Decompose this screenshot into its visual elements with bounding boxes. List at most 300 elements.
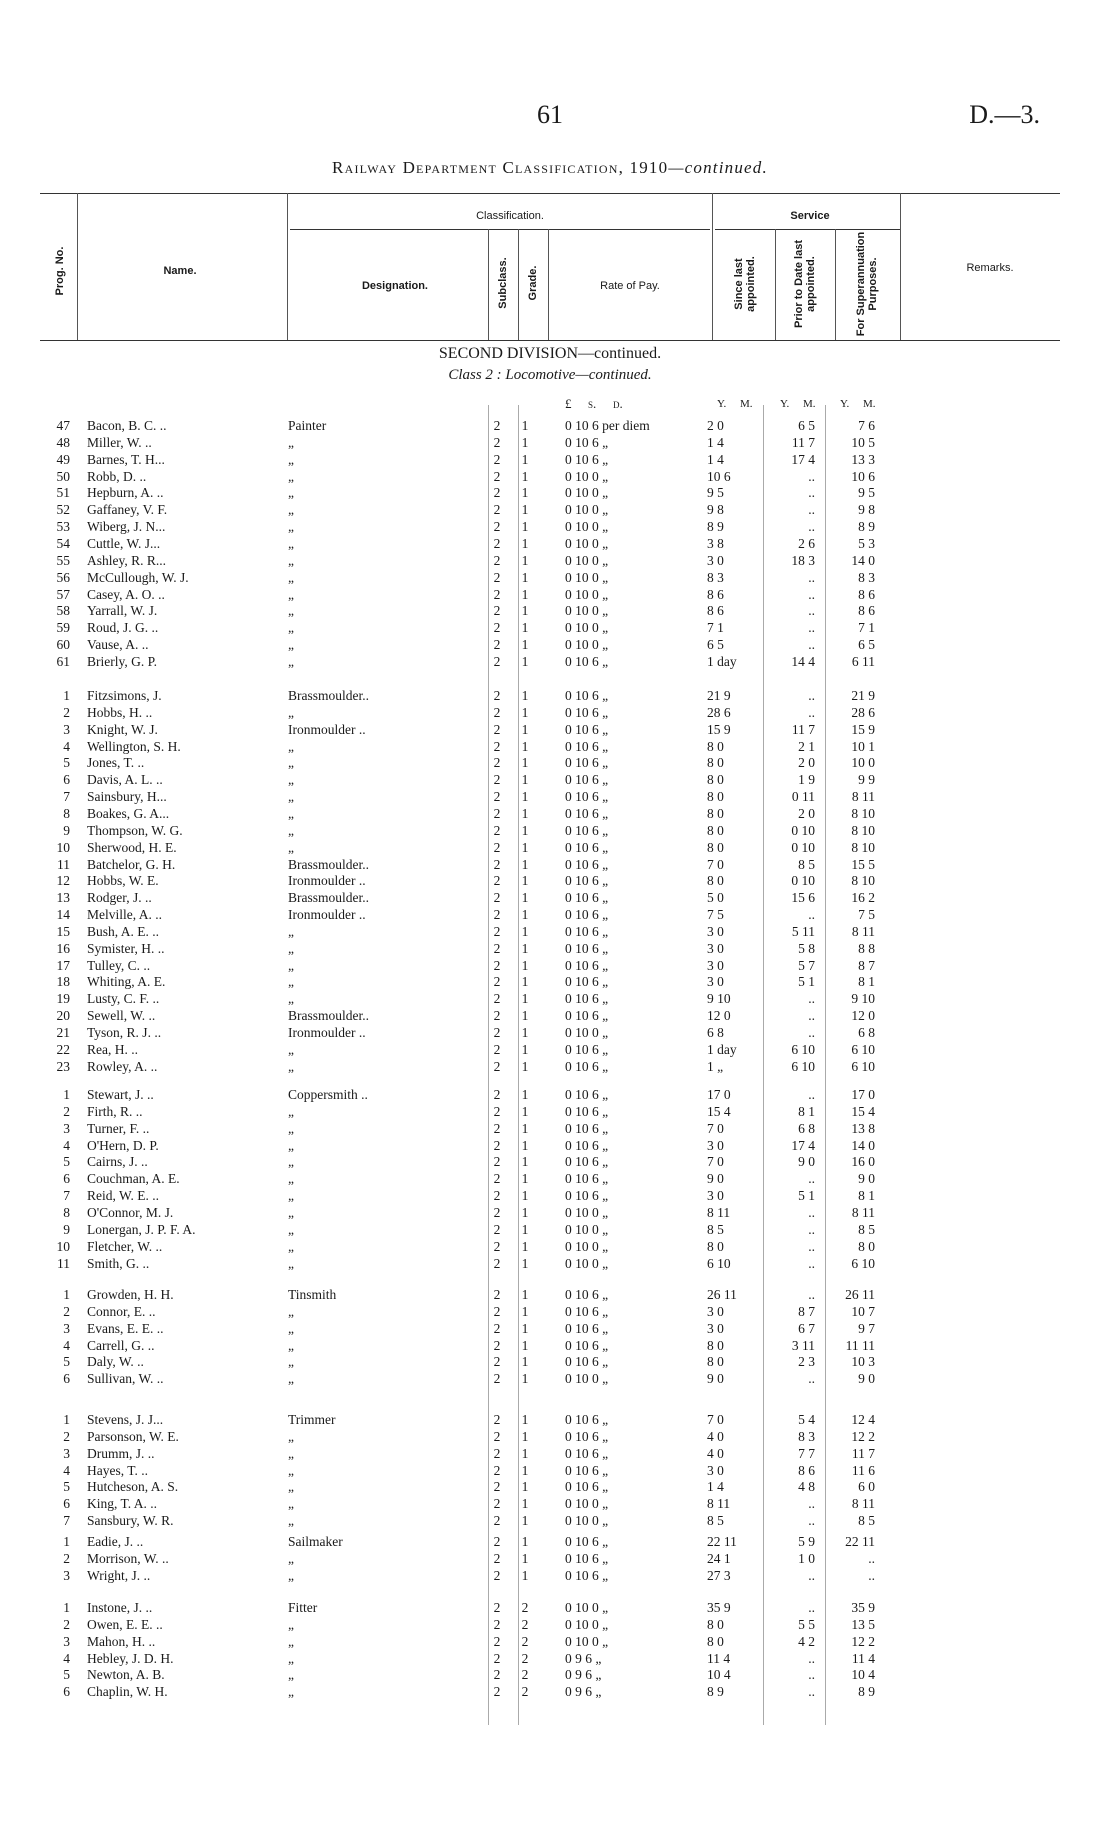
grade: 2: [521, 1667, 529, 1683]
grade: 2: [521, 1600, 529, 1615]
grade: 2: [521, 1650, 529, 1666]
designation: Ironmoulder ..: [288, 873, 366, 889]
rate-of-pay: 0 10 6 „: [565, 1550, 609, 1566]
employee-name: Boakes, G. A...: [87, 805, 170, 821]
service-since-last: 7 0: [707, 1412, 724, 1427]
service-since-last: 22 11: [707, 1534, 737, 1549]
employee-name: Batchelor, G. H.: [87, 856, 176, 872]
service-superannuation: 12 2: [851, 1428, 875, 1444]
designation: Brassmoulder..: [288, 688, 369, 703]
grade: 1: [521, 1445, 529, 1461]
prog-no: 61: [56, 653, 70, 669]
service-superannuation: 6 10: [851, 1255, 875, 1271]
designation: „: [288, 957, 294, 973]
subclass: 2: [493, 418, 501, 433]
grade: 2: [521, 1684, 529, 1700]
employee-name: Ashley, R. R...: [87, 552, 167, 568]
table-row: [0, 1600, 1114, 1617]
subclass: 2: [493, 1171, 501, 1187]
service-prior: 2 0: [798, 805, 815, 821]
grade: 1: [521, 1320, 529, 1336]
employee-name: Smith, G. ..: [87, 1255, 150, 1271]
table-row: [0, 1154, 1114, 1171]
rate-of-pay: 0 10 6 „: [565, 890, 609, 906]
grade: 1: [521, 1137, 529, 1153]
rate-of-pay: 0 10 0 „: [565, 1600, 609, 1615]
grade: 1: [521, 1154, 529, 1170]
service-prior: ..: [808, 1204, 815, 1220]
grade: 1: [521, 1337, 529, 1353]
employee-name: McCullough, W. J.: [87, 569, 189, 585]
subclass: 2: [493, 1087, 501, 1102]
grade: 1: [521, 1479, 529, 1495]
service-superannuation: 8 5: [858, 1513, 875, 1529]
service-superannuation: 14 0: [851, 552, 875, 568]
subclass: 2: [493, 1667, 501, 1683]
table-row: [0, 1354, 1114, 1371]
rate-of-pay: 0 10 0 „: [565, 1633, 609, 1649]
service-prior: ..: [808, 1567, 815, 1583]
designation: „: [288, 1320, 294, 1336]
table-row: [0, 485, 1114, 502]
prog-no: 2: [63, 1103, 70, 1119]
prog-no: 6: [63, 772, 70, 788]
employee-name: Sullivan, W. ..: [87, 1371, 164, 1387]
table-row: [0, 890, 1114, 907]
table-row: [0, 1121, 1114, 1138]
service-prior: 6 5: [798, 418, 815, 433]
service-superannuation: 10 7: [851, 1303, 875, 1319]
designation: „: [288, 704, 294, 720]
rate-of-pay: 0 10 6 „: [565, 907, 609, 923]
table-row: [0, 705, 1114, 722]
table-row: [0, 1171, 1114, 1188]
grade: 1: [521, 940, 529, 956]
designation: „: [288, 974, 294, 990]
grade: 1: [521, 1171, 529, 1187]
service-prior: ..: [808, 569, 815, 585]
designation: Sailmaker: [288, 1534, 343, 1549]
designation: Coppersmith ..: [288, 1087, 368, 1102]
table-row: [0, 570, 1114, 587]
employee-name: Knight, W. J.: [87, 721, 158, 737]
service-prior: ..: [808, 1171, 815, 1187]
service-prior: ..: [808, 1238, 815, 1254]
service-superannuation: 35 9: [851, 1600, 875, 1615]
employee-name: Thompson, W. G.: [87, 822, 183, 838]
table-row: [0, 1463, 1114, 1480]
service-since-last: 8 0: [707, 738, 724, 754]
employee-name: Wiberg, J. N...: [87, 519, 166, 535]
service-superannuation: 11 11: [845, 1337, 875, 1353]
rate-of-pay: 0 10 6 „: [565, 1154, 609, 1170]
rate-of-pay: 0 10 6 „: [565, 822, 609, 838]
service-since-last: 8 9: [707, 519, 724, 535]
service-since-last: 6 8: [707, 1025, 724, 1040]
header-bottom-rule: [40, 340, 1060, 341]
table-row: [0, 1617, 1114, 1634]
table-row: [0, 1551, 1114, 1568]
rate-of-pay: 0 10 6 „: [565, 1462, 609, 1478]
designation: „: [288, 1103, 294, 1119]
prog-no: 11: [57, 856, 70, 872]
subclass: 2: [493, 991, 501, 1007]
service-superannuation: 15 5: [851, 856, 875, 872]
designation: „: [288, 1337, 294, 1353]
service-prior: 8 1: [798, 1103, 815, 1119]
grade: 1: [521, 856, 529, 872]
designation: „: [288, 586, 294, 602]
service-superannuation: 8 9: [858, 1684, 875, 1700]
service-since-last: 4 0: [707, 1428, 724, 1444]
employee-name: Cairns, J. ..: [87, 1154, 148, 1170]
grade: 2: [521, 1616, 529, 1632]
rate-of-pay: 0 10 0 „: [565, 468, 609, 484]
prog-no: 1: [63, 1534, 70, 1549]
service-prior: ..: [808, 1650, 815, 1666]
prog-no: 4: [63, 1137, 70, 1153]
rate-of-pay-header: Rate of Pay.: [600, 280, 660, 292]
designation: „: [288, 535, 294, 551]
employee-name: Gaffaney, V. F.: [87, 502, 168, 518]
employee-name: Hobbs, H. ..: [87, 704, 153, 720]
employee-name: Hutcheson, A. S.: [87, 1479, 179, 1495]
designation: „: [288, 738, 294, 754]
designation: „: [288, 1154, 294, 1170]
subclass: 2: [493, 1354, 501, 1370]
service-prior: 5 7: [798, 957, 815, 973]
employee-name: Davis, A. L. ..: [87, 772, 163, 788]
service-prior: ..: [808, 1600, 815, 1615]
prog-no: 9: [63, 1221, 70, 1237]
service-since-last: 8 0: [707, 1238, 724, 1254]
service-superannuation: 16 2: [851, 890, 875, 906]
table-row: [0, 637, 1114, 654]
unit-months: M.: [803, 398, 816, 410]
subclass: 2: [493, 1650, 501, 1666]
prog-no: 4: [63, 1337, 70, 1353]
subclass: 2: [493, 704, 501, 720]
service-since-last: 8 0: [707, 822, 724, 838]
prog-no: 56: [56, 569, 70, 585]
employee-name: Firth, R. ..: [87, 1103, 143, 1119]
service-superannuation: 8 10: [851, 839, 875, 855]
table-row: [0, 739, 1114, 756]
employee-name: Tulley, C. ..: [87, 957, 151, 973]
grade: 1: [521, 1008, 529, 1024]
unit-months: M.: [740, 398, 753, 410]
service-since-last: 1 4: [707, 1479, 724, 1495]
prog-no: 4: [63, 1462, 70, 1478]
unit-months: M.: [863, 398, 876, 410]
service-superannuation: 8 0: [858, 1238, 875, 1254]
service-since-last: 8 3: [707, 569, 724, 585]
service-since-last: 8 5: [707, 1513, 724, 1529]
rate-of-pay: 0 10 6 per diem: [565, 418, 650, 433]
table-row: [0, 688, 1114, 705]
service-superannuation: 6 10: [851, 1041, 875, 1057]
grade: 1: [521, 907, 529, 923]
employee-name: Rowley, A. ..: [87, 1058, 158, 1074]
prog-no: 13: [56, 890, 70, 906]
rate-of-pay: 0 10 0 „: [565, 1371, 609, 1387]
service-since-last: 11 4: [707, 1650, 731, 1666]
employee-name: Rea, H. ..: [87, 1041, 138, 1057]
subclass: 2: [493, 535, 501, 551]
service-prior: 11 7: [791, 721, 815, 737]
designation: „: [288, 1354, 294, 1370]
service-since-last: 9 10: [707, 991, 731, 1007]
table-row: [0, 1412, 1114, 1429]
grade: 1: [521, 1221, 529, 1237]
service-prior: ..: [808, 1667, 815, 1683]
grade: 1: [521, 991, 529, 1007]
employee-name: Turner, F. ..: [87, 1120, 150, 1136]
prog-no: 50: [56, 468, 70, 484]
designation: „: [288, 519, 294, 535]
designation: „: [288, 1445, 294, 1461]
service-prior: 5 8: [798, 940, 815, 956]
service-since-last: 9 8: [707, 502, 724, 518]
rate-of-pay: 0 10 0 „: [565, 1025, 609, 1040]
designation: „: [288, 1188, 294, 1204]
grade: 1: [521, 704, 529, 720]
service-since-last: 17 0: [707, 1087, 731, 1102]
designation: „: [288, 1204, 294, 1220]
designation: „: [288, 637, 294, 653]
grade: 1: [521, 1025, 529, 1040]
designation: „: [288, 1616, 294, 1632]
service-superannuation: 11 4: [851, 1650, 875, 1666]
designation: Trimmer: [288, 1412, 336, 1427]
prog-no: 2: [63, 1303, 70, 1319]
designation: „: [288, 451, 294, 467]
service-prior: ..: [808, 1008, 815, 1024]
service-prior: 0 10: [791, 873, 815, 889]
service-since-last: 8 0: [707, 1616, 724, 1632]
service-superannuation: 28 6: [851, 704, 875, 720]
service-since-last: 1 4: [707, 451, 724, 467]
service-prior: 0 10: [791, 822, 815, 838]
service-prior: 6 7: [798, 1320, 815, 1336]
rate-of-pay: 0 10 6 „: [565, 839, 609, 855]
service-since-last: 5 0: [707, 890, 724, 906]
employee-name: Wright, J. ..: [87, 1567, 151, 1583]
employee-name: Hebley, J. D. H.: [87, 1650, 174, 1666]
rate-of-pay: 0 10 0 „: [565, 620, 609, 636]
unit-shillings: s.: [588, 396, 597, 411]
subclass: 2: [493, 1137, 501, 1153]
prior-to-date-header: Prior to Date last appointed.: [793, 239, 817, 329]
designation: „: [288, 755, 294, 771]
service-prior: 1 9: [798, 772, 815, 788]
employee-name: Roud, J. G. ..: [87, 620, 159, 636]
employee-name: Melville, A. ..: [87, 907, 162, 923]
prog-no: 22: [56, 1041, 70, 1057]
rate-of-pay: 0 10 0 „: [565, 586, 609, 602]
grade: 1: [521, 1462, 529, 1478]
service-superannuation: ..: [868, 1567, 875, 1583]
grade: 1: [521, 1550, 529, 1566]
table-row: [0, 1188, 1114, 1205]
grade: 1: [521, 772, 529, 788]
service-since-last: 28 6: [707, 704, 731, 720]
service-prior: 5 4: [798, 1412, 815, 1427]
service-superannuation: 15 9: [851, 721, 875, 737]
grade: 1: [521, 653, 529, 669]
service-since-last: 3 0: [707, 957, 724, 973]
employee-name: O'Connor, M. J.: [87, 1204, 174, 1220]
table-row: [0, 907, 1114, 924]
service-prior: ..: [808, 485, 815, 501]
subclass: 2: [493, 923, 501, 939]
employee-name: Stevens, J. J...: [87, 1412, 164, 1427]
designation: „: [288, 1667, 294, 1683]
subclass: 2: [493, 772, 501, 788]
grade: 1: [521, 552, 529, 568]
title-main: Railway Department Classification, 1910: [332, 158, 669, 177]
designation: Ironmoulder ..: [288, 907, 366, 923]
table-row: [0, 603, 1114, 620]
rate-of-pay: 0 10 0 „: [565, 1513, 609, 1529]
document-title: [150, 158, 950, 178]
table-row: [0, 1667, 1114, 1684]
rate-of-pay: 0 10 6 „: [565, 1188, 609, 1204]
subclass: 2: [493, 755, 501, 771]
service-prior: 9 0: [798, 1154, 815, 1170]
service-since-last: 15 4: [707, 1103, 731, 1119]
prog-no: 4: [63, 738, 70, 754]
employee-name: Brierly, G. P.: [87, 653, 157, 669]
document-reference: D.—3.: [969, 100, 1040, 129]
table-row: [0, 1446, 1114, 1463]
table-row: [0, 1138, 1114, 1155]
page-number: 61: [537, 100, 563, 129]
employee-name: King, T. A. ..: [87, 1496, 158, 1512]
service-superannuation: 8 8: [858, 940, 875, 956]
service-since-last: 3 0: [707, 1137, 724, 1153]
service-since-last: 7 5: [707, 907, 724, 923]
service-prior: 6 10: [791, 1058, 815, 1074]
grade: 1: [521, 485, 529, 501]
rate-of-pay: 0 10 0 „: [565, 637, 609, 653]
service-superannuation: 9 5: [858, 485, 875, 501]
service-prior: 0 10: [791, 839, 815, 855]
prog-no: 19: [56, 991, 70, 1007]
prog-no: 7: [63, 789, 70, 805]
subclass: 2: [493, 1550, 501, 1566]
rate-of-pay: 0 10 0 „: [565, 603, 609, 619]
table-row: [0, 1634, 1114, 1651]
table-row: [0, 1534, 1114, 1551]
service-superannuation: 8 7: [858, 957, 875, 973]
designation: „: [288, 1120, 294, 1136]
prog-no: 51: [56, 485, 70, 501]
service-header: Service: [790, 210, 830, 222]
service-superannuation: 12 2: [851, 1633, 875, 1649]
service-prior: ..: [808, 519, 815, 535]
subclass: 2: [493, 502, 501, 518]
prog-no: 2: [63, 704, 70, 720]
subclass: 2: [493, 1462, 501, 1478]
prog-no: 6: [63, 1684, 70, 1700]
employee-name: Stewart, J. ..: [87, 1087, 154, 1102]
subclass: 2: [493, 957, 501, 973]
prog-no: 4: [63, 1650, 70, 1666]
grade: 1: [521, 502, 529, 518]
service-superannuation: 22 11: [845, 1534, 875, 1549]
table-row: [0, 772, 1114, 789]
header-divider: [287, 193, 288, 340]
designation: „: [288, 805, 294, 821]
service-since-last: 3 0: [707, 1303, 724, 1319]
service-since-last: 6 5: [707, 637, 724, 653]
prog-no: 3: [63, 1633, 70, 1649]
designation: „: [288, 940, 294, 956]
subclass: 2: [493, 1633, 501, 1649]
service-superannuation: 8 6: [858, 586, 875, 602]
service-prior: 6 8: [798, 1120, 815, 1136]
header-divider: [712, 193, 713, 340]
grade: 1: [521, 1428, 529, 1444]
designation: „: [288, 468, 294, 484]
service-prior: 8 3: [798, 1428, 815, 1444]
service-prior: ..: [808, 620, 815, 636]
employee-name: Miller, W. ..: [87, 434, 152, 450]
rate-of-pay: 0 10 6 „: [565, 755, 609, 771]
subclass: 2: [493, 451, 501, 467]
table-row: [0, 1256, 1114, 1273]
rate-of-pay: 0 10 6 „: [565, 1320, 609, 1336]
rate-of-pay: 0 10 6 „: [565, 940, 609, 956]
table-row: [0, 435, 1114, 452]
service-prior: 5 1: [798, 974, 815, 990]
service-prior: 6 10: [791, 1041, 815, 1057]
prog-no: 1: [63, 688, 70, 703]
subclass: 2: [493, 805, 501, 821]
service-prior: ..: [808, 1087, 815, 1102]
employee-name: Rodger, J. ..: [87, 890, 152, 906]
service-superannuation: 6 5: [858, 637, 875, 653]
service-prior: ..: [808, 1371, 815, 1387]
employee-name: Robb, D. ..: [87, 468, 147, 484]
service-since-last: 8 11: [707, 1496, 731, 1512]
designation: Brassmoulder..: [288, 856, 369, 872]
employee-name: Cuttle, W. J...: [87, 535, 161, 551]
classification-header: Classification.: [476, 210, 544, 222]
subclass: 2: [493, 1600, 501, 1615]
prog-no: 5: [63, 1479, 70, 1495]
subclass: 2: [493, 1204, 501, 1220]
prog-no: 5: [63, 1154, 70, 1170]
designation: „: [288, 1041, 294, 1057]
service-prior: 15 6: [791, 890, 815, 906]
designation: „: [288, 1550, 294, 1566]
rate-of-pay: 0 10 6 „: [565, 721, 609, 737]
prog-no: 21: [56, 1025, 70, 1040]
rate-of-pay: 0 10 0 „: [565, 1238, 609, 1254]
service-since-last: 3 8: [707, 535, 724, 551]
employee-name: Fitzsimons, J.: [87, 688, 162, 703]
service-prior: 5 5: [798, 1616, 815, 1632]
service-superannuation: 8 1: [858, 1188, 875, 1204]
prog-no: 10: [56, 839, 70, 855]
grade: 1: [521, 535, 529, 551]
service-superannuation: 6 11: [851, 653, 875, 669]
grade: 1: [521, 1412, 529, 1427]
header-divider: [518, 229, 519, 340]
prog-no: 15: [56, 923, 70, 939]
